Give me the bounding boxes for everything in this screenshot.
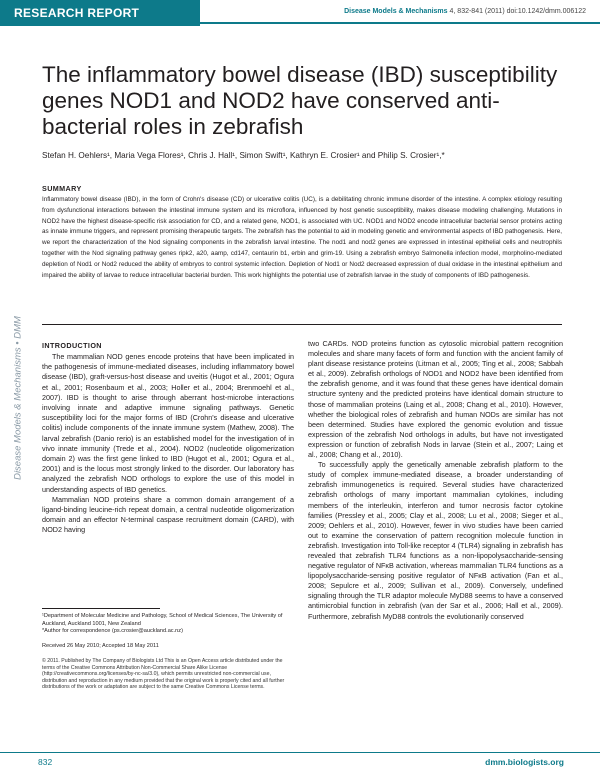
citation-text: 4, 832-841 (2011) doi:10.1242/dmm.006122	[449, 8, 586, 15]
affiliation-footnote: ¹Department of Molecular Medicine and Pathology, School of Medical Sciences, The University of Auckland, Auckland 1001, New Zealand	[42, 613, 283, 627]
journal-name: Disease Models & Mechanisms	[344, 8, 448, 15]
license-text: © 2011. Published by The Company of Biologists Ltd This is an Open Access article distributed under the terms of the Creative Commons Attribution Non-Commercial Share Alike License (http://creativecommons.org/licenses/by-nc-sa/3.0), which permits unrestricted non-commercial use, distribution and reproduction in any medium provided that the original work is properly cited and all further distributions of the work or adaptation are subject to the same Creative Commons License terms.	[42, 658, 285, 691]
intro-paragraph: Mammalian NOD proteins share a common domain arrangement of a ligand-binding leucine-rich repeat domain, a central nucleotide oligomerization domain and an effector N-terminal caspase recruitment domain (CARD), with NOD2 having	[42, 494, 294, 535]
summary-heading: SUMMARY	[42, 184, 82, 193]
section-divider	[42, 324, 562, 325]
article-title: The inflammatory bowel disease (IBD) susceptibility genes NOD1 and NOD2 have conserved anti-bacterial roles in zebrafish	[42, 62, 558, 139]
summary-text: Inflammatory bowel disease (IBD), in the form of Crohn's disease (CD) or ulcerative colitis (UC), is a debilitating chronic immune disorder of the intestine. A complex etiology resulting from dysfunctional interactions between the intestinal immune system and its microflora, influenced by host genetic susceptibility, makes disease modeling challenging. Mutations in NOD2 have the highest disease-specific risk association for CD, and a related gene, NOD1, is associated with UC. NOD1 and NOD2 encode intracellular bacterial sensor proteins acting as innate immune triggers, and represent promising therapeutic targets. The zebrafish has the potential to aid in modeling genetic and environmental aspects of IBD pathogenesis. Here, we report the characterization of the Nod signaling components in the zebrafish larval intestine. The nod1 and nod2 genes are expressed in intestinal epithelial cells and neutrophils together with the Nod signaling pathway genes ripk2, a20, aamp, cd147, centaurin b1, erbin and grim-19. Using a zebrafish embryo Salmonella infection model, morpholino-mediated depletion of Nod1 or Nod2 reduced the ability of embryos to control systemic infection. Depletion of Nod1 or Nod2 decreased expression of dual oxidase in the intestinal epithelium and impaired the ability of larvae to reduce intracellular bacterial burden. This work highlights the potential use of zebrafish larvae in the study of components of IBD pathogenesis.	[42, 196, 562, 279]
journal-citation	[344, 8, 586, 15]
body-paragraph: two CARDs. NOD proteins function as cytosolic microbial pattern recognition molecules and share many facets of form and function with the ancient family of plant disease resistance proteins (Litman et al., 2005; Ting et al., 2008; Sabbah et al., 2009). Zebrafish orthologs of NOD1 and NOD2 have been identified from the zebrafish genome, and it was found that these genes have identical domain structure synteny and the predicted proteins have identical domain structure to those of mammalian proteins (Laing et al., 2008; Chang et al., 2010). However, whether the biological roles of zebrafish and human NODs are similar has not been determined. Studies have explored the genomic evolution and tissue expression of the zebrafish Nod orthologs in adults, but have not investigated expression or function of zebrafish Nods in larvae (Stein et al., 2007; Laing et al., 2008; Chang et al., 2010).	[308, 339, 563, 460]
footer-rule	[0, 752, 600, 753]
sidebar-watermark	[6, 222, 30, 574]
introduction-heading: INTRODUCTION	[42, 341, 102, 350]
right-column	[308, 339, 563, 622]
header-rule	[200, 22, 600, 24]
intro-paragraph: The mammalian NOD genes encode proteins that have been implicated in the pathogenesis of immune-mediated diseases, including inflammatory bowel disease (IBD), graft-versus-host disease and uveitis (Hugot et al., 2001; Ogura et al., 2001; Rosenbaum et al., 2003; Holler et al., 2004; Brenmoehl et al., 2007). IBD is thought to arise through aberrant host-microbe interactions involving innate and adaptive immune signaling pathways. Genetic susceptibility loci for the major forms of IBD (Crohn's disease and ulcerative colitis) include components of the innate immune system (Mathew, 2008). The larval zebrafish (Danio rerio) is an established model for the investigation of in vivo innate immunity (Trede et al., 2004). NOD2 (nucleotide oligomerization domain 2) was the first gene linked to IBD (Hugot et al., 2001; Ogura et al., 2001) and is the locus most strongly linked to the disorder. Our laboratory has analyzed the zebrafish NOD orthologs to explore the use of this model in understanding aspects of IBD genetics.	[42, 352, 294, 494]
sidebar-text: Disease Models & Mechanisms • DMM	[12, 316, 24, 480]
footnotes	[42, 613, 294, 636]
page-number: 832	[38, 757, 53, 767]
left-column	[42, 352, 294, 536]
footnote-rule	[42, 608, 160, 609]
journal-website: dmm.biologists.org	[485, 757, 564, 767]
correspondence-footnote: *Author for correspondence (ps.crosier@auckland.ac.nz)	[42, 628, 183, 634]
body-paragraph: To successfully apply the genetically amenable zebrafish platform to the study of complex immune-mediated disease, a broader understanding of zebrafish immunogenetics is required. Several studies have characterized zebrafish orthologs of many important mammalian cytokines, including members of the interleukin, interferon and tumor necrosis factor cytokine families (Pressley et al., 2005; Clay et al., 2008; Lu et al., 2008; Sieger et al., 2009; Oehlers et al., 2010). However, fewer in vivo studies have been carried out to examine the conservation of pattern recognition molecule function in zebrafish. Investigation into Toll-like receptor 4 (TLR4) signaling in zebrafish has revealed that zebrafish TLR4 functions as a non-lipopolysaccharide-sensing negative regulator of NFκB activation, whereas mammalian TLR4 functions as a lipopolysaccharide-sensing positive regulator of NFκB activation (Fan et al., 2008; Sepulcre et al., 2009; Sullivan et al., 2009). Conversely, undefined signaling through the TLR adaptor molecule MyD88 seems to have a conserved antimicrobial function in zebrafish (van der Sar et al., 2006; Hall et al., 2009). Furthermore, zebrafish MyD88 controls the evolutionarily conserved	[308, 460, 563, 621]
received-dates: Received 26 May 2010; Accepted 18 May 2011	[42, 643, 159, 649]
author-list: Stefan H. Oehlers¹, Maria Vega Flores¹, Chris J. Hall¹, Simon Swift¹, Kathryn E. Crosier¹ and Philip S. Crosier¹,*	[42, 151, 445, 160]
article-type-label: RESEARCH REPORT	[14, 6, 140, 20]
